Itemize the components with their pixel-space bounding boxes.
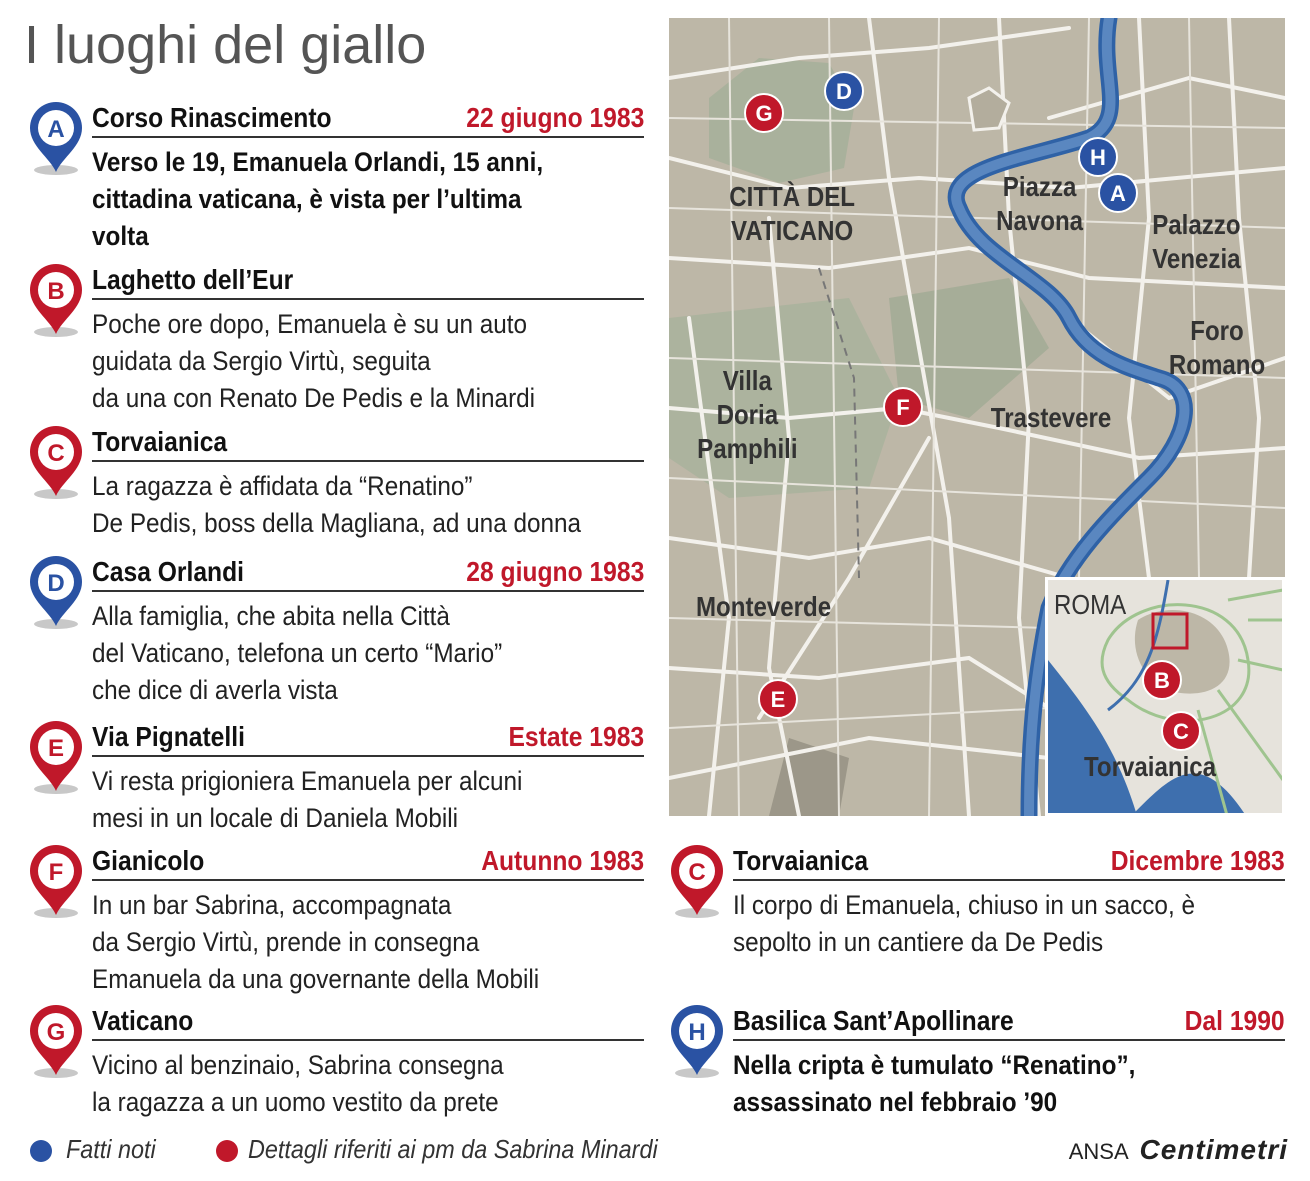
- pin-icon: [26, 262, 86, 338]
- entry-f: [26, 843, 644, 1003]
- entry-b: [26, 262, 644, 422]
- marker-letter: F: [896, 394, 910, 420]
- entry-place: Torvaianica: [92, 426, 228, 457]
- entry-date: 22 giugno 1983: [465, 102, 644, 133]
- legend-minardi: Dettagli riferiti ai pm da Sabrina Minardi: [248, 1134, 658, 1164]
- marker-letter: A: [1110, 180, 1126, 206]
- marker-letter: C: [1173, 718, 1189, 744]
- entry-text: Poche ore dopo, Emanuela è su un auto guidata da Sergio Virtù, seguita da una con Renato De Pedis e la Minardi: [92, 309, 536, 413]
- legend-dot-minardi: [216, 1140, 238, 1162]
- entry-place: Basilica Sant’Apollinare: [733, 1005, 1014, 1036]
- entry-place: Torvaianica: [733, 845, 869, 876]
- credit-ansa: ANSA: [1068, 1139, 1128, 1164]
- map-marker-a: [1097, 172, 1139, 219]
- label-villa: Villa Doria Pamphili: [697, 365, 798, 464]
- inset-label-torvaianica: Torvaianica: [1084, 751, 1217, 782]
- marker-letter: E: [770, 686, 786, 712]
- pin-icon: [26, 424, 86, 500]
- pin-icon: [26, 554, 86, 630]
- pin-letter: C: [688, 859, 706, 886]
- entry-a: [26, 100, 644, 260]
- entry-date: Autunno 1983: [481, 845, 644, 876]
- entry-text: Nella cripta è tumulato “Renatino”, assassinato nel febbraio ’90: [733, 1050, 1136, 1117]
- pin-letter: G: [46, 1019, 66, 1046]
- pin-icon: [26, 719, 86, 795]
- label-venezia: Palazzo Venezia: [1152, 209, 1241, 274]
- entry-text: Vi resta prigioniera Emanuela per alcuni mesi in un locale di Daniela Mobili: [92, 766, 523, 833]
- entry-text: La ragazza è affidata da “Renatino” De Pedis, boss della Magliana, ad una donna: [92, 471, 582, 538]
- label-foro: Foro Romano: [1168, 315, 1266, 380]
- entry-c-2: [667, 843, 1285, 973]
- pin-letter: A: [47, 116, 65, 143]
- entry-place: Vaticano: [92, 1005, 194, 1036]
- entry-date: 28 giugno 1983: [465, 556, 644, 587]
- inset-map-roma: [1045, 577, 1285, 816]
- entry-place: Corso Rinascimento: [92, 102, 332, 133]
- pin-letter: B: [47, 278, 65, 305]
- entry-g: [26, 1003, 644, 1128]
- entry-c: [26, 424, 644, 554]
- pin-letter: H: [688, 1019, 706, 1046]
- entry-text: Il corpo di Emanuela, chiuso in un sacco, è sepolto in un cantiere da De Pedis: [733, 890, 1195, 957]
- label-vaticano: CITTÀ DEL VATICANO: [729, 181, 855, 246]
- pin-letter: D: [47, 570, 65, 597]
- inset-marker-b: [1141, 659, 1183, 706]
- map-marker-g: [743, 92, 785, 139]
- pin-letter: E: [47, 735, 65, 762]
- entry-place: Via Pignatelli: [92, 721, 245, 752]
- marker-letter: D: [836, 78, 852, 104]
- entry-h: [667, 1003, 1285, 1128]
- credit: [1069, 1134, 1288, 1166]
- legend-dot-noti: [30, 1140, 52, 1162]
- entry-date: Dicembre 1983: [1111, 845, 1285, 876]
- entry-text: Vicino al benzinaio, Sabrina consegna la ragazza a un uomo vestito da prete: [92, 1050, 504, 1117]
- label-navona: Piazza Navona: [996, 171, 1084, 236]
- marker-letter: G: [755, 100, 773, 126]
- label-monteverde: Monteverde: [696, 591, 832, 622]
- pin-icon: [667, 843, 727, 919]
- entry-place: Casa Orlandi: [92, 556, 245, 587]
- entry-date: Estate 1983: [508, 721, 644, 752]
- entry-date: Dal 1990: [1184, 1005, 1285, 1036]
- page-title: I luoghi del giallo: [24, 15, 427, 75]
- credit-brand-logo: Centimetri: [1139, 1134, 1288, 1165]
- map-marker-d: [823, 70, 865, 117]
- pin-letter: F: [48, 859, 64, 886]
- pin-icon: [667, 1003, 727, 1079]
- map-marker-e: [757, 678, 799, 725]
- legend-noti: Fatti noti: [66, 1134, 156, 1164]
- entry-text: Verso le 19, Emanuela Orlandi, 15 anni, cittadina vaticana, è vista per l’ultima volta: [92, 147, 544, 251]
- pin-icon: [26, 1003, 86, 1079]
- entry-text: Alla famiglia, che abita nella Città del Vaticano, telefona un certo “Mario” che dice di averla vista: [92, 601, 503, 705]
- entry-e: [26, 719, 644, 844]
- pin-icon: [26, 100, 86, 176]
- marker-letter: H: [1090, 144, 1106, 170]
- pin-icon: [26, 843, 86, 919]
- entry-d: [26, 554, 644, 714]
- label-trastevere: Trastevere: [990, 402, 1112, 433]
- marker-letter: B: [1154, 667, 1170, 693]
- inset-marker-c: [1160, 710, 1202, 757]
- entry-place: Gianicolo: [92, 845, 205, 876]
- entry-text: In un bar Sabrina, accompagnata da Sergio Virtù, prende in consegna Emanuela da una governante della Mobili: [92, 890, 540, 994]
- entry-place: Laghetto dell’Eur: [92, 264, 294, 295]
- map-marker-f: [882, 386, 924, 433]
- pin-letter: C: [47, 440, 65, 467]
- inset-title: ROMA: [1054, 589, 1127, 620]
